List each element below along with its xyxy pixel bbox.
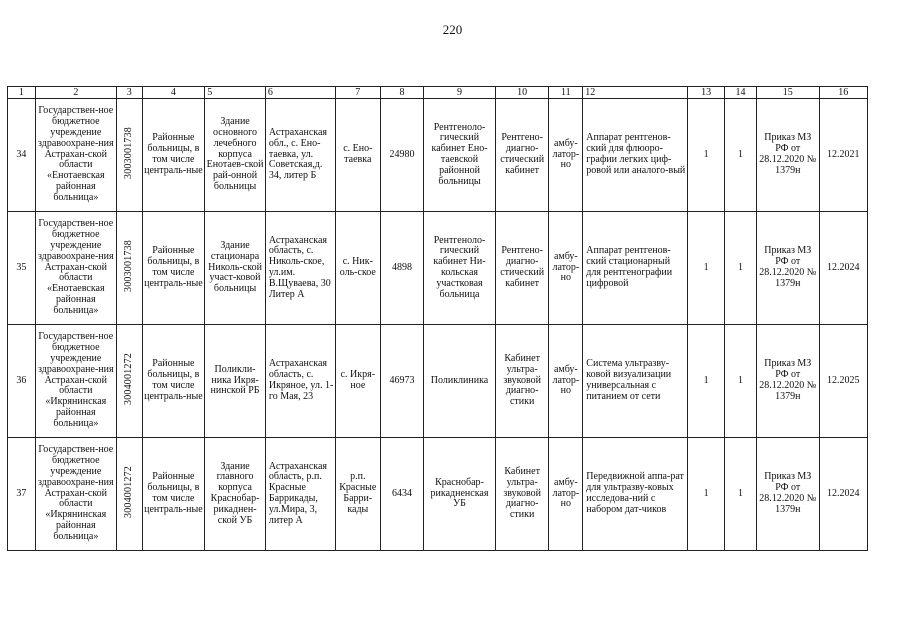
population: 24980 — [380, 99, 423, 212]
department: Рентгеноло-гический кабинет Ено-таевской районной больницы — [424, 99, 496, 212]
column-header: 11 — [549, 87, 583, 99]
column-header: 14 — [725, 87, 757, 99]
department: Краснобар-рикадненская УБ — [424, 438, 496, 551]
facility-type: Районные больницы, в том числе централь-ные — [142, 212, 205, 325]
column-header: 3 — [116, 87, 142, 99]
column-header: 5 — [205, 87, 266, 99]
quantity-13: 1 — [688, 99, 725, 212]
column-header: 1 — [8, 87, 36, 99]
table-row — [8, 325, 868, 438]
column-header: 2 — [35, 87, 116, 99]
column-number-row — [8, 87, 868, 99]
institution-name: Государствен-ное бюджетное учреждение здравоохране-ния Астрахан-ской области «Енотаевская районная больница» — [35, 212, 116, 325]
row-number: 37 — [8, 438, 36, 551]
room-type: Кабинет ультра-звуковой диагно-стики — [495, 438, 548, 551]
institution-name: Государствен-ное бюджетное учреждение здравоохране-ния Астрахан-ской области «Енотаевская районная больница» — [35, 99, 116, 212]
equipment: Передвижной аппа-рат для ультразву-ковых исследова-ний с набором дат-чиков — [583, 438, 688, 551]
quantity-14: 1 — [725, 438, 757, 551]
care-mode: амбу-латор-но — [549, 438, 583, 551]
table-row — [8, 438, 868, 551]
deadline-date: 12.2024 — [819, 438, 867, 551]
inn-cell — [116, 325, 142, 438]
facility-type: Районные больницы, в том числе централь-ные — [142, 438, 205, 551]
population: 4898 — [380, 212, 423, 325]
facility-type: Районные больницы, в том числе централь-ные — [142, 99, 205, 212]
address: Астраханская область, с. Икряное, ул. 1-го Мая, 23 — [265, 325, 335, 438]
inn-code: 3003001738 — [122, 240, 134, 293]
column-header: 7 — [335, 87, 380, 99]
column-header: 15 — [756, 87, 819, 99]
inn-code: 3004001272 — [122, 353, 134, 406]
quantity-14: 1 — [725, 325, 757, 438]
locality: с. Ник-оль-ское — [335, 212, 380, 325]
deadline-date: 12.2024 — [819, 212, 867, 325]
table-row — [8, 99, 868, 212]
facility-type: Районные больницы, в том числе централь-ные — [142, 325, 205, 438]
building-name: Здание основного лечебного корпуса Енотаев-ской рай-онной больницы — [205, 99, 266, 212]
room-type: Рентгено-диагно-стический кабинет — [495, 99, 548, 212]
building-name: Здание главного корпуса Краснобар-рикаднен-ской УБ — [205, 438, 266, 551]
page-number: 220 — [442, 22, 463, 37]
inn-cell — [116, 438, 142, 551]
column-header: 13 — [688, 87, 725, 99]
deadline-date: 12.2021 — [819, 99, 867, 212]
column-header: 8 — [380, 87, 423, 99]
inn-cell — [116, 212, 142, 325]
regulatory-order: Приказ МЗ РФ от 28.12.2020 № 1379н — [756, 438, 819, 551]
inn-cell — [116, 99, 142, 212]
department: Поликлиника — [424, 325, 496, 438]
regulatory-order: Приказ МЗ РФ от 28.12.2020 № 1379н — [756, 99, 819, 212]
row-number: 36 — [8, 325, 36, 438]
building-name: Поликли-ника Икря-нинской РБ — [205, 325, 266, 438]
column-header: 12 — [583, 87, 688, 99]
institution-name: Государствен-ное бюджетное учреждение здравоохране-ния Астрахан-ской области «Икрянинская районная больница» — [35, 325, 116, 438]
care-mode: амбу-латор-но — [549, 325, 583, 438]
row-number: 34 — [8, 99, 36, 212]
regulatory-order: Приказ МЗ РФ от 28.12.2020 № 1379н — [756, 325, 819, 438]
room-type: Рентгено-диагно-стический кабинет — [495, 212, 548, 325]
address: Астраханская область, с. Николь-ское, ул.им. В.Щуваева, 30 Литер А — [265, 212, 335, 325]
building-name: Здание стационара Николь-ской участ-ковой больницы — [205, 212, 266, 325]
quantity-13: 1 — [688, 325, 725, 438]
inn-code: 3003001738 — [122, 127, 134, 180]
row-number: 35 — [8, 212, 36, 325]
locality: с. Ено-таевка — [335, 99, 380, 212]
quantity-14: 1 — [725, 212, 757, 325]
column-header: 9 — [424, 87, 496, 99]
regulatory-order: Приказ МЗ РФ от 28.12.2020 № 1379н — [756, 212, 819, 325]
quantity-13: 1 — [688, 438, 725, 551]
deadline-date: 12.2025 — [819, 325, 867, 438]
population: 6434 — [380, 438, 423, 551]
equipment: Аппарат рентгенов-ский стационарный для рентгенографии цифровой — [583, 212, 688, 325]
room-type: Кабинет ультра-звуковой диагно-стики — [495, 325, 548, 438]
care-mode: амбу-латор-но — [549, 99, 583, 212]
column-header: 10 — [495, 87, 548, 99]
hospital-equipment-table — [7, 86, 868, 551]
equipment: Аппарат рентгенов-ский для флюоро-графии легких циф-ровой или аналого-вый — [583, 99, 688, 212]
inn-code: 3004001272 — [122, 466, 134, 519]
column-header: 4 — [142, 87, 205, 99]
locality: с. Икря-ное — [335, 325, 380, 438]
institution-name: Государствен-ное бюджетное учреждение здравоохране-ния Астрахан-ской области «Икрянинская районная больница» — [35, 438, 116, 551]
address: Астраханская область, р.п. Красные Баррикады, ул.Мира, 3, литер А — [265, 438, 335, 551]
address: Астраханская обл., с. Ено-таевка, ул. Советская,д. 34, литер Б — [265, 99, 335, 212]
population: 46973 — [380, 325, 423, 438]
quantity-13: 1 — [688, 212, 725, 325]
table-row — [8, 212, 868, 325]
department: Рентгеноло-гический кабинет Ни-кольская участковая больница — [424, 212, 496, 325]
care-mode: амбу-латор-но — [549, 212, 583, 325]
quantity-14: 1 — [725, 99, 757, 212]
locality: р.п. Красные Барри-кады — [335, 438, 380, 551]
column-header: 6 — [265, 87, 335, 99]
equipment: Система ультразву-ковой визуализации универсальная с питанием от сети — [583, 325, 688, 438]
column-header: 16 — [819, 87, 867, 99]
